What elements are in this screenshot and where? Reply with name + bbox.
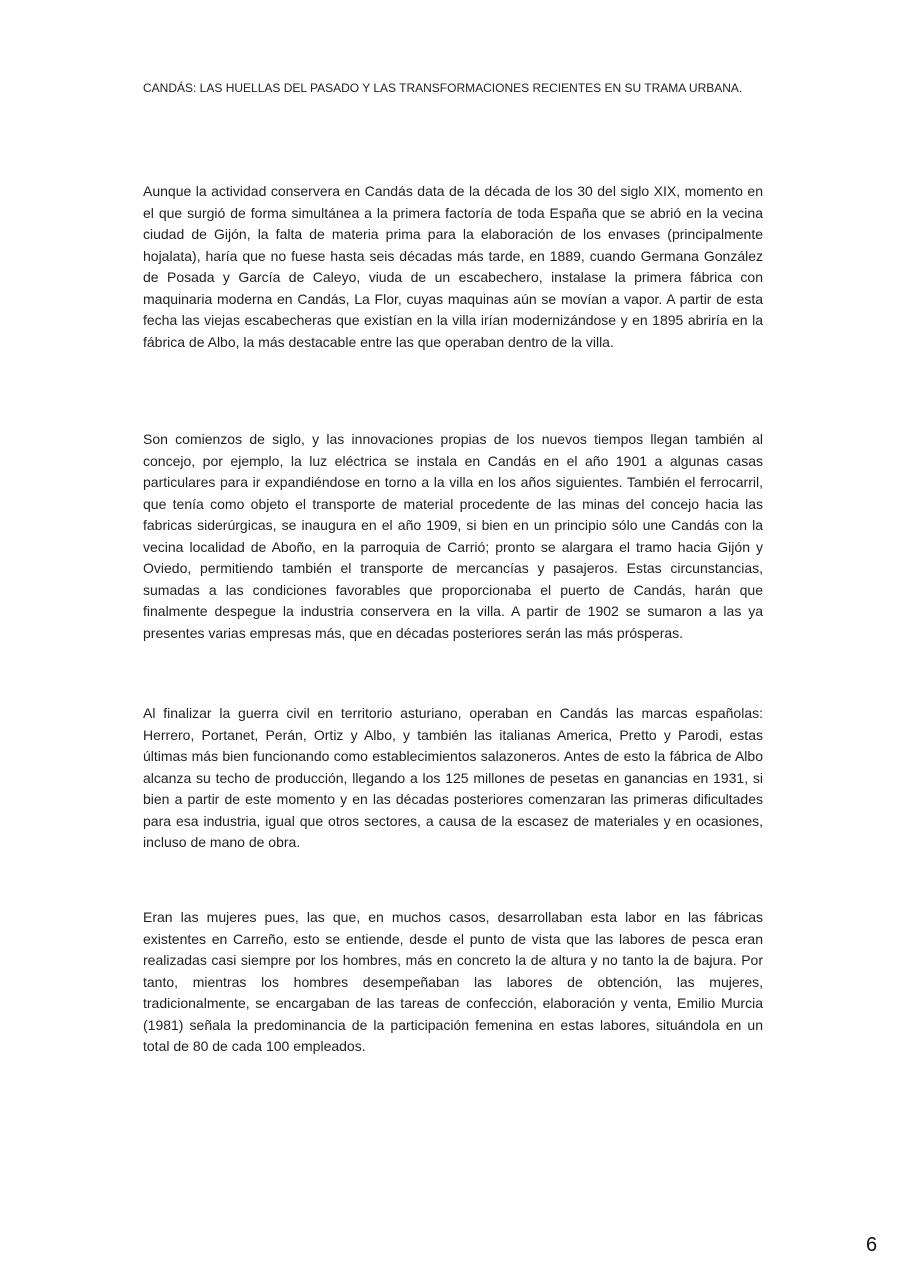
- paragraph-civil-war: Al finalizar la guerra civil en territorio asturiano, operaban en Candás las marcas españolas: Herrero, Portanet, Perán, Ortiz y Albo, y también las italianas America, Pretto y Parodi, estas últimas más bien funcionando como establecimientos salazoneros. Antes de esto la fábrica de Albo alcanza su techo de producción, llegando a los 125 millones de pesetas en ganancias en 1931, si bien a partir de este momento y en las décadas posteriores comenzaran las primeras dificultades para esa industria, igual que otros sectores, a causa de la escasez de materiales y en ocasiones, incluso de mano de obra.: [143, 705, 763, 850]
- paragraph-early-century: Son comienzos de siglo, y las innovaciones propias de los nuevos tiempos llegan también al concejo, por ejemplo, la luz eléctrica se instala en Candás en el año 1901 a algunas casas particulares para ir expandiéndose en torno a la villa en los años siguientes. También el ferrocarril, que tenía como objeto el transporte de material procedente de las minas del concejo hacia las fabricas siderúrgicas, se inaugura en el año 1909, si bien en un principio sólo une Candás con la vecina localidad de Aboño, en la parroquia de Carrió; pronto se alargara el tramo hacia Gijón y Oviedo, permitiendo también el transporte de mercancías y pasajeros. Estas circunstancias, sumadas a las condiciones favorables que proporcionaba el puerto de Candás, harán que finalmente despegue la industria conservera en la villa. A partir de 1902 se sumaron a las ya presentes varias empresas más, que en décadas posteriores serán las más prósperas.: [143, 431, 763, 641]
- page-title: CANDÁS: LAS HUELLAS DEL PASADO Y LAS TRANSFORMACIONES RECIENTES EN SU TRAMA URBANA.: [143, 81, 743, 95]
- page-number: 6: [866, 1234, 878, 1256]
- paragraph-conservera-origins: Aunque la actividad conservera en Candás data de la década de los 30 del siglo XIX, momento en el que surgió de forma simultánea a la primera factoría de toda España que se abrió en la vecina ciudad de Gijón, la falta de materia prima para la elaboración de los envases (principalmente hojalata), haría que no fuese hasta seis décadas más tarde, en 1889, cuando Germana González de Posada y García de Caleyo, viuda de un escabechero, instalase la primera fábrica con maquinaria moderna en Candás, La Flor, cuyas maquinas aún se movían a vapor. A partir de esta fecha las viejas escabecheras que existían en la villa irían modernizándose y en 1895 abriría en la fábrica de Albo, la más destacable entre las que operaban dentro de la villa.: [143, 183, 763, 350]
- paragraph-women-labor: Eran las mujeres pues, las que, en muchos casos, desarrollaban esta labor en las fábricas existentes en Carreño, esto se entiende, desde el punto de vista que las labores de pesca eran realizadas casi siempre por los hombres, más en concreto la de altura y no tanto la de bajura. Por tanto, mientras los hombres desempeñaban las labores de obtención, las mujeres, tradicionalmente, se encargaban de las tareas de confección, elaboración y venta, Emilio Murcia (1981) señala la predominancia de la participación femenina en estas labores, situándola en un total de 80 de cada 100 empleados.: [143, 909, 763, 1054]
